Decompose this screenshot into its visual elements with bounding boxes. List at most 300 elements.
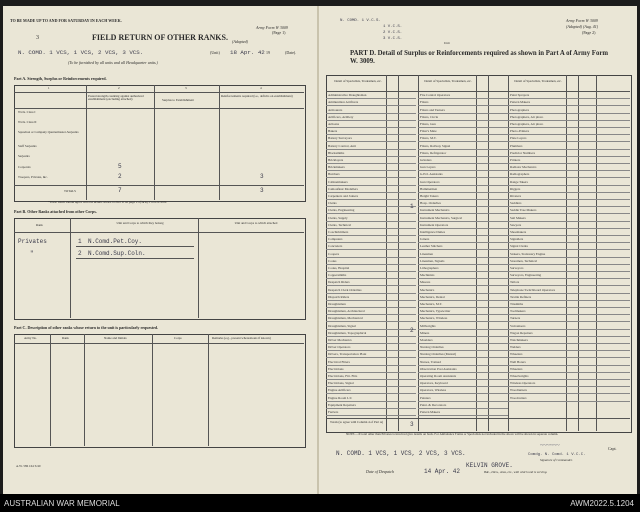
row-staff-serjeants: Staff Serjeants	[18, 144, 37, 148]
specialist-label: Ammunition Artificers	[328, 100, 359, 105]
troopers-posted: 2	[118, 173, 122, 180]
form-number: Army Form W 3009	[256, 25, 288, 30]
specialist-label: Joiners	[420, 237, 430, 242]
partA-header-reinf: Reinforcements required (i.e., deficits on establishment)	[221, 94, 293, 98]
specialist-label: Paint Sprayers	[510, 93, 530, 98]
specialist-label: Vulcanisers	[510, 323, 526, 328]
signature-mark: ~~~~~~	[540, 443, 560, 449]
specialist-label: Range Takers	[510, 179, 528, 184]
despatch-label: Date of Despatch	[366, 469, 394, 474]
specialist-label: Mechanics, M.T.	[420, 301, 443, 306]
specialist-row	[418, 164, 508, 171]
specialist-row	[508, 366, 630, 373]
right-page-number: (Page 2)	[582, 30, 596, 35]
specialist-label: Radiographers	[510, 172, 530, 177]
specialist-label: Clerks, Engineering	[328, 208, 355, 213]
specialist-row	[326, 121, 416, 128]
specialist-row	[508, 358, 630, 365]
specialist-row	[508, 265, 630, 272]
specialist-row	[418, 250, 508, 257]
specialist-label: Electrical Fitters	[328, 359, 350, 364]
specialist-row	[418, 387, 508, 394]
partD-note: NOTE.—If total other than Privates is involved give details on back. For Ambulance Trains or Specialists not included in the above will be shown in separate column.	[346, 432, 559, 436]
specialist-row	[326, 258, 416, 265]
partD-header-col2: Detail of Specialists, Tradesmen, etc.	[424, 79, 472, 83]
partB-title: Part B. Other Ranks attached from other Corps.	[14, 209, 97, 214]
specialist-label: Armourers	[328, 107, 343, 112]
specialist-row	[326, 92, 416, 99]
right-unit-label: Unit	[444, 41, 450, 45]
row-corporals: Corporals	[18, 165, 31, 169]
specialist-row	[418, 409, 508, 416]
right-unit-line-4: 3 V.C.S.	[383, 37, 403, 41]
specialist-label: Tailors	[510, 280, 520, 285]
specialist-label: Artisans	[328, 121, 339, 126]
sheet-number: 3	[36, 35, 39, 41]
specialist-row	[508, 315, 630, 322]
signature-typed: Comdg. N. Comd. 1 V.C.C.	[528, 453, 586, 457]
specialist-label: Farriers	[328, 409, 339, 414]
specialist-row	[326, 387, 416, 394]
specialist-label: Coopers	[328, 251, 339, 256]
specialist-row	[508, 301, 630, 308]
specialist-row	[326, 272, 416, 279]
specialist-row	[418, 229, 508, 236]
specialist-label: Shoemakers	[510, 229, 527, 234]
specialist-row	[326, 150, 416, 157]
specialist-label: Pattern Makers	[420, 409, 441, 414]
row-wo-class2: W.Os. Class II	[18, 120, 37, 124]
specialist-label: Equipment Repairers	[328, 402, 356, 407]
specialist-label: Drivers, Transportation Plant	[328, 352, 367, 357]
specialist-label: Saddle Tree Makers	[510, 208, 537, 213]
specialist-label: Surveyors, Engineering	[510, 273, 542, 278]
specialist-row	[326, 114, 416, 121]
bde-label: Bde., Dien., Area, etc., with which unit is serving.	[484, 470, 548, 474]
corporals-posted: 5	[118, 163, 122, 170]
specialist-label: Wagon Repairers	[510, 330, 533, 335]
specialist-label: Storemen, Technical	[510, 258, 537, 263]
unit-typed: N. COMD. 1 VCS, 1 VCS, 2 VCS, 3 VCS.	[18, 49, 144, 56]
specialist-label: Woodturners	[510, 388, 527, 393]
specialist-row	[508, 99, 630, 106]
specialist-label: Draughtsmen, Mechanical	[328, 316, 363, 321]
specialist-label: Carpenters and Joiners	[328, 193, 359, 198]
specialist-row	[418, 344, 508, 351]
row-serjeants: Serjeants	[18, 154, 30, 158]
specialist-row	[418, 394, 508, 401]
specialist-label: Electricians	[328, 366, 344, 371]
specialist-row	[418, 380, 508, 387]
specialist-row	[508, 258, 630, 265]
partC-header-name: Name and Initials	[104, 336, 127, 340]
specialist-row	[418, 366, 508, 373]
partD-totals-note: Totals (to agree with Column 4 of Part A)	[330, 420, 384, 424]
specialist-row	[508, 186, 630, 193]
partB-header-attached: Unit and Corps to which attached	[234, 221, 278, 225]
specialist-row	[418, 265, 508, 272]
specialist-row	[418, 315, 508, 322]
signature-rank: Capt.	[608, 446, 617, 451]
partB-row1-rank: Privates	[18, 238, 47, 245]
specialist-row	[508, 337, 630, 344]
specialist-label: Operators, Wireless	[420, 388, 446, 393]
partA-header-posted: Posted strength counting against authorized establishment (excluding attached)	[88, 94, 144, 102]
page-number: (Page 1)	[272, 30, 286, 35]
specialist-row	[326, 178, 416, 185]
specialist-row	[508, 114, 630, 121]
specialist-label: Nurses, Trained	[420, 359, 441, 364]
specialist-row	[326, 337, 416, 344]
specialist-label: Engine Artificers	[328, 388, 351, 393]
right-unit-line-2: 1 V.C.S.	[383, 25, 403, 29]
specialist-label: Signal Clerks	[510, 244, 528, 249]
specialist-row	[326, 214, 416, 221]
specialist-label: Administrative Draughtsman	[328, 93, 367, 98]
specialist-label: Instrument Mechanics	[420, 208, 450, 213]
specialist-label: Camoufleur Modellers	[328, 186, 358, 191]
specialist-row	[508, 330, 630, 337]
clerks-technical-value: 1	[410, 203, 414, 210]
specialist-row	[418, 322, 508, 329]
partA-col-1: 1	[48, 86, 50, 90]
specialist-row	[326, 366, 416, 373]
specialist-label: Artificers, Artillery	[328, 114, 354, 119]
specialist-label: Moulders	[420, 337, 433, 342]
specialist-label: Fitters, Circle	[420, 114, 439, 119]
specialist-label: Draughtsmen, Architectural	[328, 309, 365, 314]
partC-table	[14, 334, 306, 448]
specialist-label: Printers	[510, 157, 521, 162]
page-fold	[317, 6, 319, 494]
specialist-row	[418, 92, 508, 99]
footer-bar	[0, 494, 640, 512]
printer-mark: A.W. 586 164 S/40	[16, 464, 41, 468]
specialist-row	[326, 402, 416, 409]
specialist-row	[326, 200, 416, 207]
specialist-label: Computers	[328, 237, 343, 242]
specialist-row	[418, 171, 508, 178]
specialist-row	[508, 92, 630, 99]
specialist-row	[508, 222, 630, 229]
specialist-label: Grinders	[420, 157, 432, 162]
specialist-row	[326, 344, 416, 351]
specialist-label: Battery Control, Anti	[328, 143, 356, 148]
specialist-row	[508, 171, 630, 178]
specialist-label: Mechanics, Typewriter	[420, 309, 451, 314]
specialist-row	[508, 229, 630, 236]
specialist-row	[418, 128, 508, 135]
specialist-label: Electricians, Fitt. Fitts	[328, 373, 358, 378]
specialist-row	[508, 214, 630, 221]
specialist-label: Linesmen, Signals	[420, 258, 445, 263]
specialist-row	[508, 322, 630, 329]
partB-row2-num: 2	[78, 250, 82, 257]
troopers-reinf: 3	[260, 173, 264, 180]
totals-reinf: 3	[260, 187, 264, 194]
specialist-row	[326, 236, 416, 243]
specialist-label: Engine Room L/C	[328, 395, 353, 400]
specialist-row	[326, 128, 416, 135]
specialist-label: Turners	[510, 316, 521, 321]
specialist-row	[326, 322, 416, 329]
specialist-row	[326, 358, 416, 365]
specialist-label: Hammermen	[420, 186, 438, 191]
specialist-row	[418, 272, 508, 279]
partD-title: PART D. Detail of Surplus or Reinforcements required as shown in Part A of Army Form W. 3009.	[350, 50, 609, 66]
specialist-label: Driver Mechanics	[328, 337, 352, 342]
specialist-label: Cabinetmakers	[328, 179, 348, 184]
specialist-label: Watchmakers	[510, 337, 528, 342]
specialist-row	[508, 351, 630, 358]
specialist-row	[508, 207, 630, 214]
specialist-row	[418, 294, 508, 301]
specialist-label: Dispatch Riders	[328, 294, 350, 299]
specialist-label: Masons	[420, 280, 431, 285]
specialist-label: Lithographers	[420, 265, 439, 270]
specialist-row	[418, 207, 508, 214]
partB-row1-num: 1	[78, 238, 82, 245]
partB-row2-rank: "	[30, 250, 34, 257]
specialist-label: G.P.O. Assistants	[420, 172, 443, 177]
partA-title: Part A. Strength, Surplus or Reinforcements required.	[14, 76, 107, 81]
specialist-label: Plate Layers	[510, 136, 527, 141]
partC-header-remarks: Remarks (e.g., present whereabouts if known)	[212, 336, 271, 340]
specialist-row	[418, 301, 508, 308]
specialist-label: Surveyors	[510, 265, 524, 270]
specialist-label: Fitters, Gun	[420, 121, 436, 126]
specialist-row	[326, 409, 416, 416]
specialist-label: Instrument Mechanics, Surgical	[420, 215, 462, 220]
specialist-row	[326, 229, 416, 236]
specialist-row	[508, 121, 630, 128]
specialist-label: Clerks	[328, 201, 337, 206]
specialist-label: Gun Layers	[420, 165, 436, 170]
specialist-row	[326, 250, 416, 257]
specialist-row	[508, 243, 630, 250]
partA-col-4: 4	[260, 86, 262, 90]
specialist-row	[508, 294, 630, 301]
specialist-row	[326, 265, 416, 272]
partA-col-3: 3	[185, 86, 187, 90]
specialist-row	[508, 373, 630, 380]
specialist-label: Bricklayers	[328, 157, 344, 162]
specialist-row	[418, 142, 508, 149]
specialist-label: Mechanics, Dental	[420, 294, 445, 299]
specialist-label: Fitters and Turners	[420, 107, 445, 112]
specialist-row	[418, 193, 508, 200]
specialist-row	[508, 178, 630, 185]
specialist-label: Well Borers	[510, 359, 526, 364]
specialist-row	[418, 121, 508, 128]
specialist-label: Signallers	[510, 237, 524, 242]
specialist-label: Radiator Mechanics	[510, 165, 537, 170]
specialist-label: Fitters, Railway Signal	[420, 143, 451, 148]
specialist-row	[418, 99, 508, 106]
specialist-row	[508, 157, 630, 164]
partD-header-col3: Detail of Specialists, Tradesmen, etc.	[514, 79, 562, 83]
specialist-label: Photographers, Air photo	[510, 114, 544, 119]
specialist-row	[508, 250, 630, 257]
specialist-label: Predictor Numbers	[510, 150, 535, 155]
partB-header-unit: Unit and Corps to which they belong	[116, 221, 164, 225]
specialist-row	[418, 222, 508, 229]
specialist-row	[326, 286, 416, 293]
totals-posted: 7	[118, 187, 122, 194]
date-suffix: 19	[266, 50, 270, 55]
partC-header-rank: Rank	[62, 336, 69, 340]
date-label: (Date).	[285, 50, 297, 55]
specialist-row	[418, 279, 508, 286]
partB-table	[14, 218, 306, 320]
partB-row1-unit: N.Comd.Pet.Coy.	[88, 238, 143, 245]
specialist-row	[326, 164, 416, 171]
specialist-label: Coppersmiths	[328, 273, 347, 278]
furnished-note: (To be furnished by all units and all Headquarter units.)	[68, 60, 158, 65]
bottom-unit: N. COMD. 1 VCS, 1 VCS, 2 VCS, 3 VCS.	[336, 450, 466, 457]
partB-header-rank: Rank	[36, 223, 43, 227]
specialist-label: Coachtrimmers	[328, 229, 349, 234]
right-unit-line-1: N. COMD. 1 V.C.S.	[340, 19, 381, 23]
specialist-label: Blacksmiths	[328, 150, 345, 155]
specialist-row	[508, 200, 630, 207]
specialist-row	[508, 106, 630, 113]
specialist-label: Cooks, Hospital	[328, 265, 350, 270]
specialist-row	[508, 308, 630, 315]
specialist-label: Miners	[420, 330, 430, 335]
specialist-label: Intelligence Duties	[420, 229, 445, 234]
specialist-row	[418, 200, 508, 207]
specialist-row	[418, 178, 508, 185]
specialist-label: Nursing Orderlies (Mental)	[420, 352, 457, 357]
specialist-label: Concreters	[328, 244, 343, 249]
specialist-row	[508, 279, 630, 286]
specialist-label: Instrument Operators	[420, 222, 449, 227]
partD-total-value: 3	[410, 421, 414, 428]
specialist-label: Wheelers	[510, 352, 523, 357]
row-sqms: Squadron or Company Quartermaster-Serjeants	[18, 130, 79, 134]
specialist-label: Stokers, Stationary Engine	[510, 251, 546, 256]
footer-credit: AUSTRALIAN WAR MEMORIAL	[4, 499, 120, 508]
specialist-row	[508, 150, 630, 157]
adapted-label: (Adapted)	[232, 39, 248, 44]
right-adapted: (Adapted) (Aug. 41)	[566, 24, 599, 29]
specialist-row	[326, 135, 416, 142]
specialist-row	[326, 157, 416, 164]
specialist-row	[508, 387, 630, 394]
partC-header-army-no: Army No.	[24, 336, 37, 340]
specialist-label: Height Takers	[420, 193, 439, 198]
specialist-row	[508, 236, 630, 243]
specialist-label: Welders	[510, 345, 521, 350]
specialist-row	[326, 279, 416, 286]
specialist-row	[508, 142, 630, 149]
specialist-row	[418, 258, 508, 265]
specialist-label: Machinists	[420, 273, 435, 278]
footer-id: AWM2022.5.1204	[570, 499, 634, 508]
specialist-label: Fire Control Operators	[420, 93, 451, 98]
totals-label: TOTALS	[64, 189, 76, 193]
specialist-label: Tinsmiths	[510, 301, 524, 306]
specialist-label: Toolmakers	[510, 309, 526, 314]
specialist-row	[418, 150, 508, 157]
partC-title: Part C. Description of other ranks whose return to the unit is particularly requested.	[14, 325, 159, 330]
specialist-label: Despatch Clerk Orderlies	[328, 287, 362, 292]
specialist-label: Fitters, M.T.	[420, 136, 437, 141]
row-wo-class1: W.Os. Class I	[18, 110, 36, 114]
specialist-label: Nursing Orderlies	[420, 345, 444, 350]
specialist-row	[418, 243, 508, 250]
specialist-row	[418, 373, 508, 380]
specialist-label: Electricians, Signal	[328, 381, 354, 386]
specialist-label: Millwrights	[420, 323, 436, 328]
specialist-row	[326, 142, 416, 149]
row-troopers: Troopers, Privates, &c.	[18, 175, 48, 179]
partB-row2-unit: N.Comd.Sup.Coln.	[88, 250, 146, 257]
specialist-label: Paint. & Decorators	[420, 402, 447, 407]
specialist-label: Fitter's Mate	[420, 129, 437, 134]
specialist-row	[418, 236, 508, 243]
specialist-label: Clerks, Supply	[328, 215, 348, 220]
specialist-row	[326, 308, 416, 315]
partD-header-col1: Detail of Specialists, Tradesmen, etc.	[334, 79, 382, 83]
specialist-label: Linesmen	[420, 251, 434, 256]
specialist-label: Draughtsmen	[328, 301, 346, 306]
mechanics-wireless-value: 2	[410, 327, 414, 334]
specialist-label: Painters	[420, 395, 431, 400]
specialist-label: Sail Makers	[510, 215, 526, 220]
partA-header-surplus: Surplus to Establishment	[162, 98, 194, 102]
specialist-label: Driver Operators	[328, 345, 351, 350]
specialist-label: Wireless Operators	[510, 381, 536, 386]
specialist-row	[326, 327, 416, 337]
specialist-row	[326, 243, 416, 250]
specialist-row	[326, 315, 416, 322]
partC-header-corps: Corps	[174, 336, 182, 340]
specialist-label: Sawyers	[510, 222, 522, 227]
signature-label: Signature of Commander.	[540, 458, 573, 462]
specialist-label: Hosp. Orderlies	[420, 201, 441, 206]
specialist-label: Butchers	[328, 172, 340, 177]
specialist-label: Mechanics, Wireless	[420, 316, 448, 321]
specialist-row	[326, 106, 416, 113]
specialist-label: Operators, Keyboard	[420, 381, 448, 386]
date-typed: 18 Apr. 42	[230, 49, 265, 56]
specialist-row	[508, 128, 630, 135]
specialist-label: Photographers	[510, 107, 530, 112]
specialist-row	[326, 380, 416, 387]
specialist-row	[326, 99, 416, 106]
specialist-label: Plumbers	[510, 143, 523, 148]
specialist-row	[418, 106, 508, 113]
place-typed: KELVIN GROVE.	[466, 462, 513, 469]
specialist-row	[418, 286, 508, 293]
specialist-row	[326, 171, 416, 178]
specialist-row	[418, 351, 508, 358]
specialist-label: Despatch Riders	[328, 280, 350, 285]
specialist-label: Cooks	[328, 258, 337, 263]
specialist-label: Observation Post Assistants	[420, 366, 457, 371]
specialist-label: Photo-Printers	[510, 129, 530, 134]
right-form-number: Army Form W 3009	[566, 18, 598, 23]
specialist-row	[418, 308, 508, 315]
specialist-label: Draughtsmen, Signal	[328, 323, 356, 328]
specialist-label: Wheelers	[510, 366, 523, 371]
specialist-row	[508, 380, 630, 387]
specialist-label: Brickmakers	[328, 165, 345, 170]
specialist-row	[418, 337, 508, 344]
specialist-row	[418, 114, 508, 121]
